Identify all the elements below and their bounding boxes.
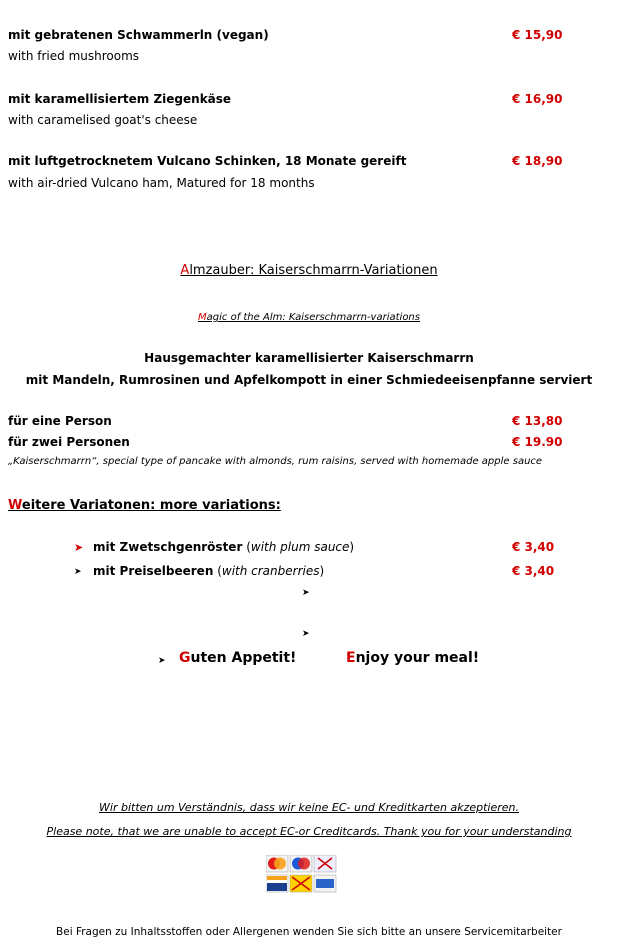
notice-en: Please note, that we are unable to accept EC-or Creditcards. Thank you for your understanding [46,825,572,838]
variation-2-paren-open: ( [217,564,222,578]
variation-1-paren-close: ) [349,540,355,554]
variation-2-price: € 3,40 [512,564,555,578]
section-subtitle-initial: M [198,312,207,323]
arrow-bullet-icon: ➤ [74,567,82,577]
variations-heading-initial: W [8,498,22,513]
section-subtitle-rest: agic of the Alm: Kaiserschmarrn-variations [206,312,420,323]
arrow-bullet-icon: ➤ [158,656,166,666]
enjoy-initial: E [346,650,356,666]
item-2-price: € 16,90 [512,92,563,106]
credit-card-logos [266,855,342,893]
variation-2-en: with cranberries [221,564,320,578]
item-1-en: with fried mushrooms [8,49,140,63]
item-3-de: mit luftgetrocknetem Vulcano Schinken, 18 Monate gereift [8,154,407,168]
section-title-initial: A [180,263,190,278]
section-desc-line1: Hausgemachter karamellisierter Kaiserschmarrn [144,351,474,365]
variations-heading [8,498,281,513]
option-1-price: € 13,80 [512,414,563,428]
variation-1 [93,540,354,554]
variation-2-de: mit Preiselbeeren [93,564,214,578]
section-subtitle [0,312,618,323]
variation-1-paren-open: ( [246,540,251,554]
variation-2 [93,564,324,578]
item-1-price: € 15,90 [512,28,563,42]
enjoy-your-meal [346,650,479,666]
notice-de: Wir bitten um Verständnis, dass wir keine EC- und Kreditkarten akzeptieren. [99,801,519,814]
variation-1-price: € 3,40 [512,540,555,554]
arrow-bullet-icon: ➤ [302,588,310,598]
guten-appetit [179,650,296,666]
guten-rest: uten Appetit! [190,650,297,666]
variation-1-de: mit Zwetschgenröster [93,540,243,554]
option-2-price: € 19.90 [512,435,563,449]
variation-2-paren-close: ) [319,564,325,578]
option-1-label: für eine Person [8,414,112,428]
card-logos-image [266,855,342,893]
arrow-bullet-icon: ➤ [302,629,310,639]
item-2-en: with caramelised goat's cheese [8,113,198,127]
guten-initial: G [179,650,191,666]
section-title [0,263,618,278]
enjoy-rest: njoy your meal! [355,650,480,666]
allergen-notice: Bei Fragen zu Inhaltsstoffen oder Allergenen wenden Sie sich bitte an unsere Servicemitarbeiter [56,926,562,938]
option-2-label: für zwei Personen [8,435,130,449]
item-3-en: with air-dried Vulcano ham, Matured for 18 months [8,176,315,190]
section-title-rest: lmzauber: Kaiserschmarrn-Variationen [189,263,438,278]
section-note: „Kaiserschmarrn“, special type of pancake with almonds, rum raisins, served with homemade apple sauce [8,456,543,467]
item-1-de: mit gebratenen Schwammerln (vegan) [8,28,269,42]
arrow-bullet-icon: ➤ [74,541,84,554]
variation-1-en: with plum sauce [250,540,350,554]
item-3-price: € 18,90 [512,154,563,168]
item-2-de: mit karamellisiertem Ziegenkäse [8,92,232,106]
variations-heading-rest: eitere Variatonen: more variations: [21,498,281,513]
section-desc-line2: mit Mandeln, Rumrosinen und Apfelkompott in einer Schmiedeeisenpfanne serviert [25,373,593,387]
